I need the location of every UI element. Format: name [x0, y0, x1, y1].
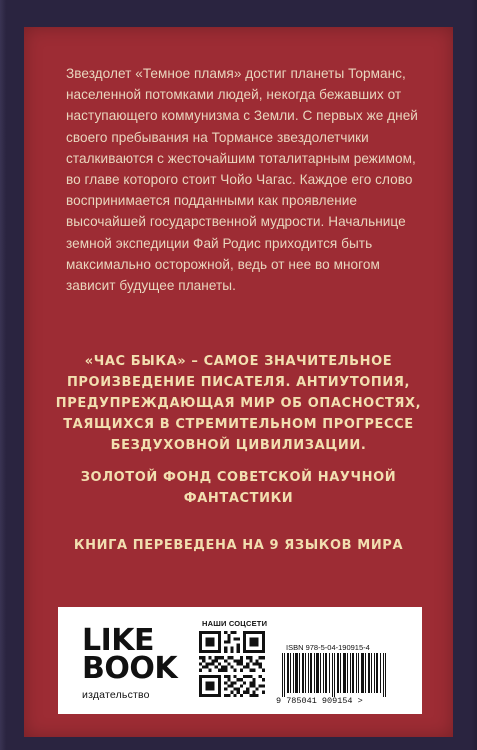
logo-subtitle: издательство [82, 689, 150, 701]
publisher-logo [82, 623, 178, 703]
promo-quote: «ЧАС БЫКА» – САМОЕ ЗНАЧИТЕЛЬНОЕ ПРОИЗВЕДЕНИЕ ПИСАТЕЛЯ. АНТИУТОПИЯ, ПРЕДУПРЕЖДАЮЩАЯ МИР ОБ ОПАСНОСТЯХ, ТАЯЩИХСЯ В СТРЕМИТЕЛЬНОМ ПРОГРЕССЕ БЕЗДУХОВНОЙ ЦИВИЛИЗАЦИИ. [55, 354, 422, 453]
barcode-icon [282, 653, 390, 697]
qr-code-icon[interactable] [199, 631, 265, 697]
logo-like-text: LIKE [82, 623, 155, 658]
isbn-text: ISBN 978-5-04-190915-4 [286, 643, 370, 652]
logo-book-text: BOOK [82, 651, 178, 686]
social-label: НАШИ СОЦСЕТИ [202, 619, 268, 628]
translation-note: КНИГА ПЕРЕВЕДЕНА НА 9 ЯЗЫКОВ МИРА [73, 538, 404, 553]
publisher-info-box [58, 607, 422, 714]
barcode-digits: 9 785041 909154 > [276, 696, 363, 706]
series-name: ЗОЛОТОЙ ФОНД СОВЕТСКОЙ НАУЧНОЙ ФАНТАСТИКИ [80, 470, 397, 506]
back-cover [24, 27, 453, 737]
annotation-text: Звездолет «Темное пламя» достиг планеты Торманс, населенной потомками людей, некогда бежавших от наступающего коммунизма с Земли. С первых же дней своего пребывания на Тормансе звездолетчики сталкиваются с жесточайшим тоталитарным режимом, во главе которого стоит Чойо Чагас. Каждое его слово воспринимается подданными как проявление высочайшей государственной мудрости. Начальнице земной экспедиции Фай Родис приходится быть максимально осторожной, ведь от нее во многом зависит будущее планеты. [66, 66, 418, 294]
